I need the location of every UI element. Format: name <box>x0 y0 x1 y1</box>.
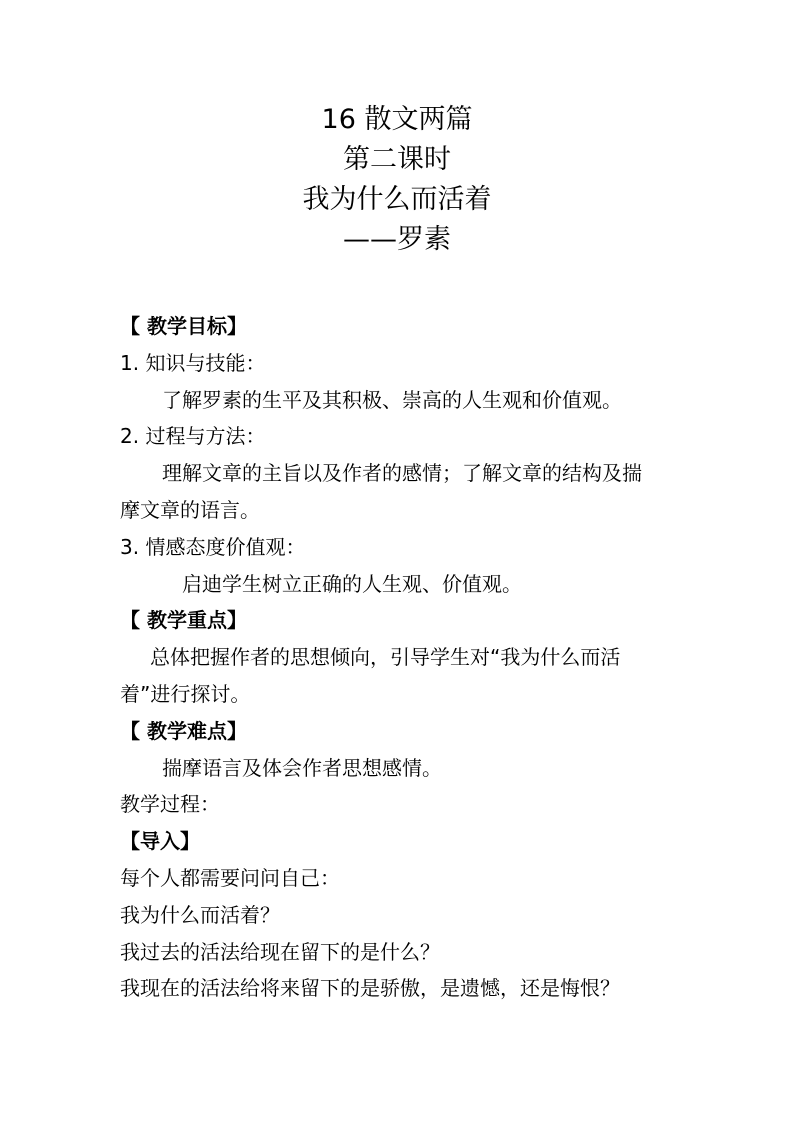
intro-line-2: 我为什么而活着？ <box>120 902 280 927</box>
process-skill-label: 2. 过程与方法： <box>120 424 266 449</box>
author-name: ——罗素 <box>343 224 451 255</box>
intro-heading: 【导入】 <box>120 829 200 854</box>
knowledge-text: 了解罗素的生平及其积极、崇高的人生观和价值观。 <box>162 387 622 412</box>
emotion-text: 启迪学生树立正确的人生观、价值观。 <box>182 571 522 596</box>
process-skill-text-1: 理解文章的主旨以及作者的感情；了解文章的结构及揣 <box>162 461 642 486</box>
process-skill-text-2: 摩文章的语言。 <box>120 497 260 522</box>
objectives-heading: 【 教学目标】 <box>120 314 247 338</box>
document-body <box>120 308 680 1007</box>
intro-line-1: 每个人都需要问问自己： <box>120 865 340 890</box>
difficulties-text: 揣摩语言及体会作者思想感情。 <box>162 755 442 780</box>
key-points-heading: 【 教学重点】 <box>120 608 247 633</box>
intro-line-4: 我现在的活法给将来留下的是骄傲，是遗憾，还是悔恨？ <box>120 976 620 1001</box>
article-title: 我为什么而活着 <box>302 184 492 215</box>
title-block <box>0 100 794 260</box>
key-points-text-1: 总体把握作者的思想倾向，引导学生对“我为什么而活 <box>150 645 621 670</box>
period-title: 第二课时 <box>343 144 451 175</box>
process-label: 教学过程： <box>120 792 220 817</box>
lesson-title: 16 散文两篇 <box>321 104 473 135</box>
emotion-label: 3. 情感态度价值观： <box>120 534 306 559</box>
key-points-text-2: 着”进行探讨。 <box>120 681 251 706</box>
knowledge-label: 1. 知识与技能： <box>120 350 266 375</box>
intro-line-3: 我过去的活法给现在留下的是什么？ <box>120 939 440 964</box>
difficulties-heading: 【 教学难点】 <box>120 718 247 743</box>
